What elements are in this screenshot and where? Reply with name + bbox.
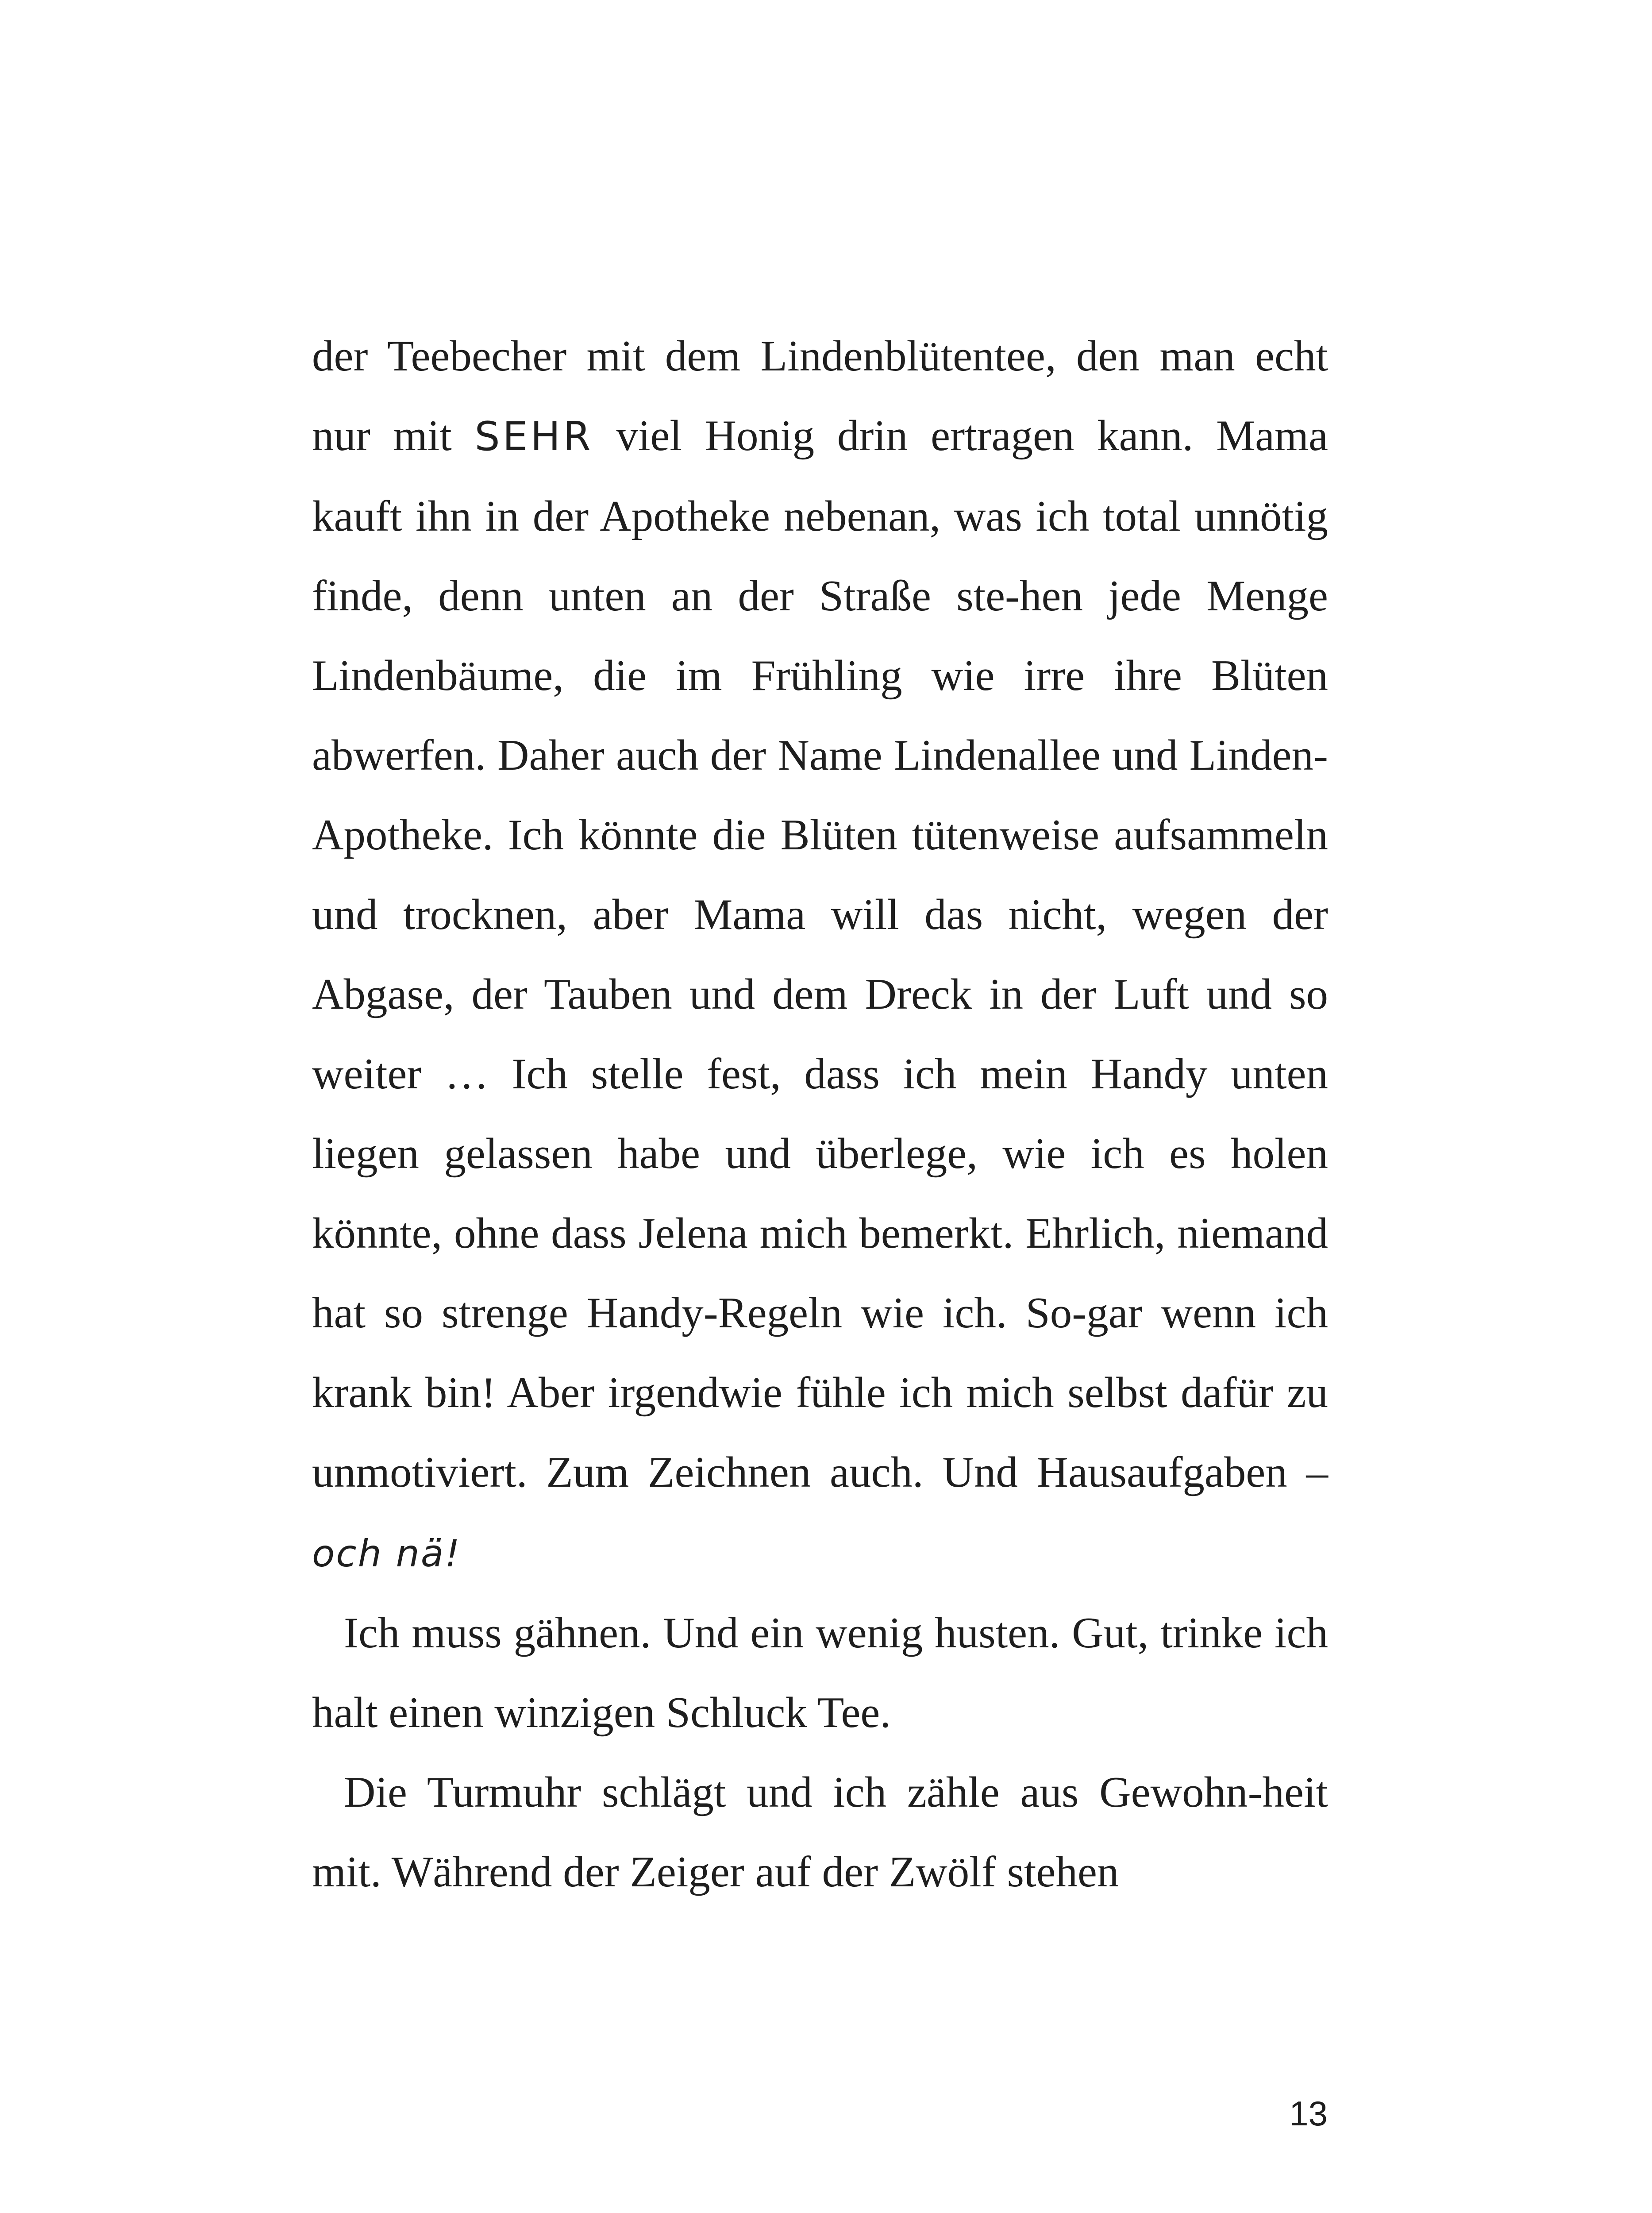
paragraph-1	[312, 316, 1328, 1593]
paragraph-3: Die Turmuhr schlägt und ich zähle aus Gewohn-heit mit. Während der Zeiger auf der Zwölf stehen	[312, 1768, 1328, 1896]
paragraph-1-text-start: der Teebecher mit dem Lindenblütentee, den man echt nur mit	[312, 332, 1328, 460]
page-number: 13	[1289, 2094, 1328, 2133]
emphasis-handwritten: SEHR	[474, 413, 593, 460]
paragraph-2: Ich muss gähnen. Und ein wenig husten. Gut, trinke ich halt einen winzigen Schluck Tee.	[312, 1609, 1328, 1737]
paragraph-1-text-middle: viel Honig drin ertragen kann. Mama kauft ihn in der Apotheke nebenan, was ich total unnötig finde, denn unten an der Straße ste-hen jede Menge Lindenbäume, die im Frühling wie irre ihre Blüten abwerfen. Daher auch der Name Lindenallee und Linden-Apotheke. Ich könnte die Blüten tütenweise aufsammeln und trocknen, aber Mama will das nicht, wegen der Abgase, der Tauben und dem Dreck in der Luft und so weiter … Ich stelle fest, dass ich mein Handy unten liegen gelassen habe und überlege, wie ich es holen könnte, ohne dass Jelena mich bemerkt. Ehrlich, niemand hat so strenge Handy-Regeln wie ich. So-gar wenn ich krank bin! Aber irgendwie fühle ich mich selbst dafür zu unmotiviert. Zum Zeichnen auch. Und Hausaufgaben –	[312, 412, 1328, 1496]
body-text	[312, 316, 1328, 1912]
handwritten-exclamation: och nä!	[312, 1532, 461, 1575]
